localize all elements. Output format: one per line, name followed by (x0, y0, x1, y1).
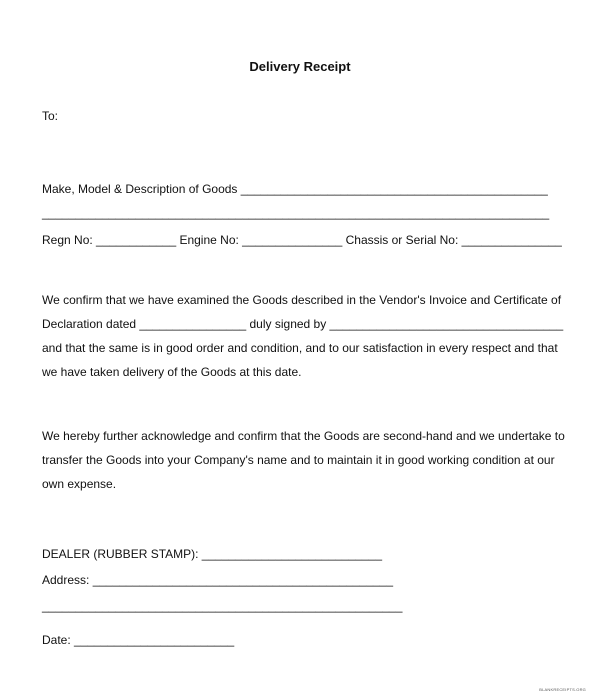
paragraph-1-line-1: We confirm that we have examined the Goods described in the Vendor's Invoice and Certificate of (42, 293, 562, 307)
paragraph-1-line-4: we have taken delivery of the Goods at this date. (42, 365, 302, 379)
to-label: To: (42, 109, 59, 123)
paragraph-2-line-1: We hereby further acknowledge and confirm that the Goods are second-hand and we undertake to (42, 429, 565, 443)
document-title: Delivery Receipt (249, 59, 351, 74)
address-blank-line: ______________________________________________________ (42, 599, 403, 613)
paragraph-1-line-2: Declaration dated ________________ duly signed by ___________________________________ (42, 317, 564, 331)
paragraph-2-line-3: own expense. (42, 477, 117, 491)
dealer-rubber-stamp-line: DEALER (RUBBER STAMP): ___________________________ (42, 547, 382, 561)
goods-description-blank-line: ____________________________________________________________________________ (42, 206, 550, 220)
paragraph-1-line-3: and that the same is in good order and condition, and to our satisfaction in every respect and that (42, 341, 558, 355)
regn-engine-chassis-line: Regn No: ____________ Engine No: _______________ Chassis or Serial No: _______________ (42, 233, 562, 247)
date-line: Date: ________________________ (42, 633, 235, 647)
paragraph-2-line-2: transfer the Goods into your Company's name and to maintain it in good working condition at our (42, 453, 555, 467)
goods-description-line: Make, Model & Description of Goods ______________________________________________ (42, 182, 548, 196)
address-line: Address: _____________________________________________ (42, 573, 394, 587)
footer-watermark: BLANKRECEIPTS.ORG (539, 687, 586, 692)
